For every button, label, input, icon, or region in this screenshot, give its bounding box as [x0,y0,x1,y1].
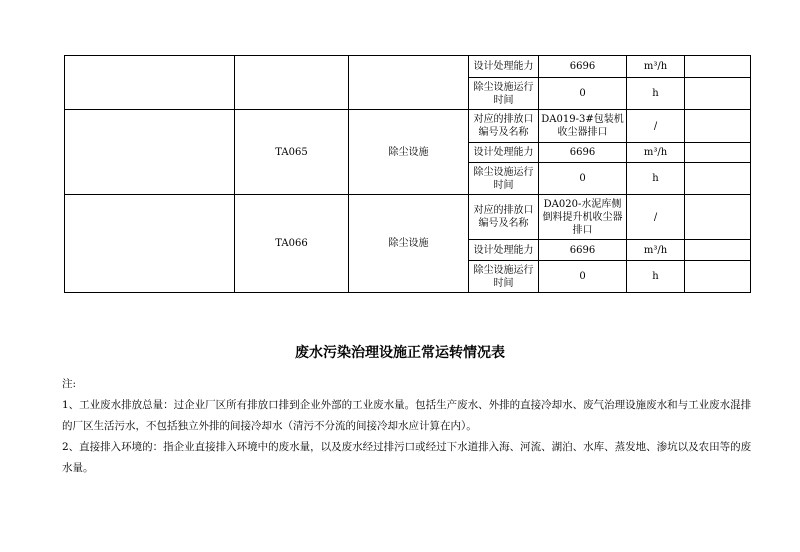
unit-cell: h [627,78,685,110]
blank-cell [65,110,235,195]
blank-cell [65,56,235,110]
facility-type: 除尘设施 [349,195,469,293]
value-cell: 0 [539,261,627,293]
unit-cell: m³/h [627,240,685,261]
value-cell: DA020-水泥库侧倒料提升机收尘器排口 [539,195,627,240]
item-cell: 设计处理能力 [469,56,539,78]
blank-cell [685,195,751,240]
value-cell: 0 [539,78,627,110]
blank-cell [349,56,469,110]
blank-cell [685,163,751,195]
blank-cell [685,143,751,163]
notes-label: 注: [62,378,77,390]
item-cell: 设计处理能力 [469,143,539,163]
facility-code: TA065 [235,110,349,195]
value-cell: 6696 [539,240,627,261]
facility-table [64,55,751,293]
blank-cell [685,240,751,261]
blank-cell [235,56,349,110]
note-item: 2、直接排入环境的：指企业直接排入环境中的废水量，以及废水经过排污口或经过下水道排入海、河流、湖泊、水库、蒸发地、渗坑以及农田等的废水量。 [62,441,752,474]
blank-cell [685,78,751,110]
item-cell: 除尘设施运行时间 [469,78,539,110]
item-cell: 设计处理能力 [469,240,539,261]
value-cell: 6696 [539,143,627,163]
facility-type: 除尘设施 [349,110,469,195]
section-title: 废水污染治理设施正常运转情况表 [295,345,505,361]
note-item: 1、工业废水排放总量：过企业厂区所有排放口排到企业外部的工业废水量。包括生产废水、外排的直接冷却水、废气治理设施废水和与工业废水混排的厂区生活污水，不包括独立外排的间接冷却水（清污不分流的间接冷却水应计算在内）。 [62,399,752,432]
item-cell: 除尘设施运行时间 [469,261,539,293]
blank-cell [685,261,751,293]
value-cell: DA019-3#包装机收尘器排口 [539,110,627,143]
unit-cell: m³/h [627,56,685,78]
item-cell: 对应的排放口编号及名称 [469,110,539,143]
unit-cell: h [627,163,685,195]
unit-cell: h [627,261,685,293]
unit-cell: / [627,110,685,143]
item-cell: 除尘设施运行时间 [469,163,539,195]
table-row [65,110,751,143]
item-cell: 对应的排放口编号及名称 [469,195,539,240]
notes-block [62,374,752,479]
table-row [65,195,751,240]
value-cell: 6696 [539,56,627,78]
value-cell: 0 [539,163,627,195]
blank-cell [65,195,235,293]
unit-cell: m³/h [627,143,685,163]
facility-code: TA066 [235,195,349,293]
table-row [65,56,751,78]
unit-cell: / [627,195,685,240]
blank-cell [685,56,751,78]
blank-cell [685,110,751,143]
